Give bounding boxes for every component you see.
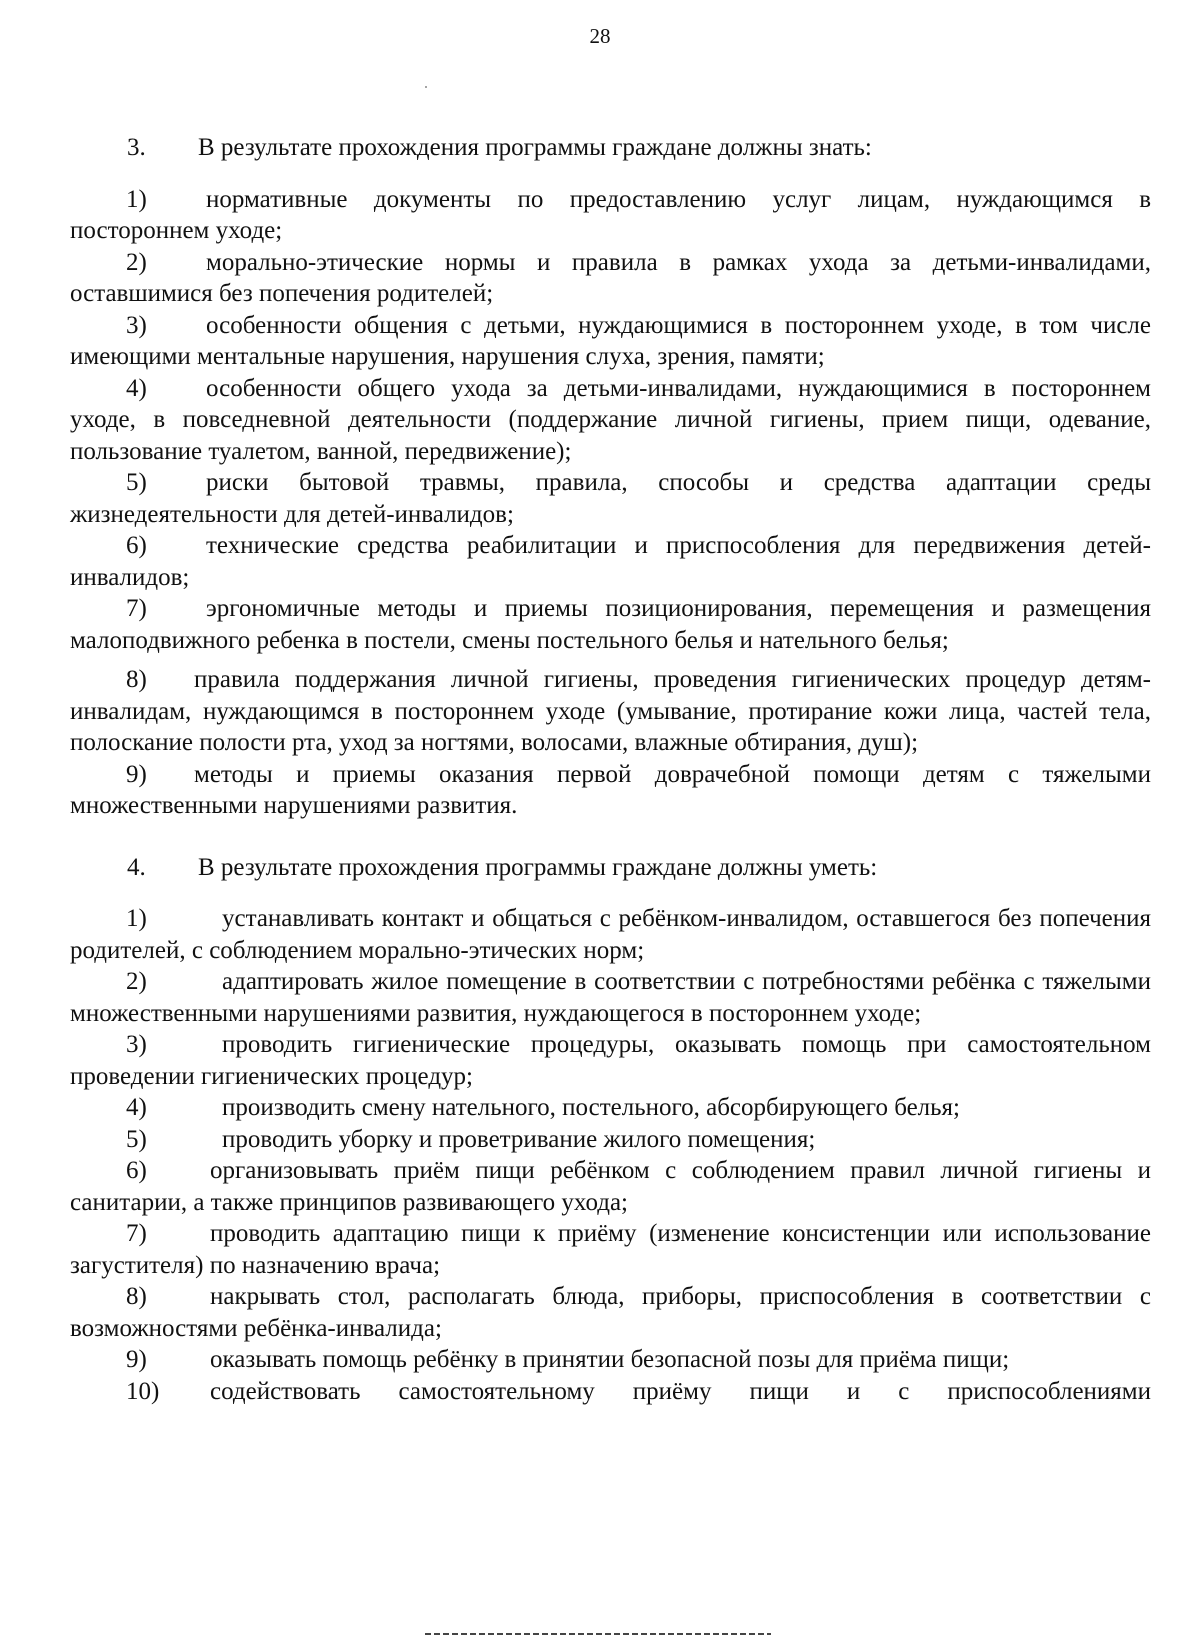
know-list (70, 184, 1151, 822)
list-item (70, 1344, 1151, 1376)
list-item (70, 1029, 1151, 1092)
list-item-text: особенности общего ухода за детьми-инвалидами, нуждающимися в постороннем уходе, в повседневной деятельности (поддержание личной гигиены, прием пищи, одевание, пользование туалетом, ванной, передвижение); (70, 374, 1151, 465)
section-skills-heading (70, 852, 1151, 884)
list-item-number: 1) (126, 185, 147, 213)
scan-speck (425, 86, 427, 88)
list-item-number: 5) (126, 469, 147, 496)
list-item-number: 9) (126, 760, 147, 788)
list-item-number: 4) (126, 374, 147, 402)
list-item-number: 1) (126, 905, 147, 932)
list-item (70, 759, 1151, 822)
list-item (70, 373, 1151, 468)
list-item-text: правила поддержания личной гигиены, проведения гигиенических процедур детям-инвалидам, нуждающимся в постороннем уходе (умывание, протирание кожи лица, частей тела, полоскание полости рта, уход за ногтями, волосами, влажные обтирания, душ); (70, 666, 1151, 756)
list-item-number: 8) (126, 1283, 147, 1310)
list-item-text: устанавливать контакт и общаться с ребёнком-инвалидом, оставшегося без попечения родителей, с соблюдением морально-этических норм; (70, 905, 1151, 964)
list-item-text: проводить адаптацию пищи к приёму (изменение консистенции или использование загустителя) по назначению врача; (70, 1220, 1151, 1279)
list-item-text: накрывать стол, располагать блюда, приборы, приспособления в соответствии с возможностями ребёнка-инвалида; (70, 1283, 1151, 1342)
section-skills-title: В результате прохождения программы граждане должны уметь: (198, 853, 878, 881)
list-item-text: адаптировать жилое помещение в соответствии с потребностями ребёнка с тяжелыми множественными нарушениями развития, нуждающегося в постороннем уходе; (70, 968, 1151, 1027)
list-item-text: организовывать приём пищи ребёнком с соблюдением правил личной гигиены и санитарии, а также принципов развивающего ухода; (70, 1157, 1151, 1216)
list-item (70, 1218, 1151, 1281)
list-item-text: особенности общения с детьми, нуждающимися в постороннем уходе, в том числе имеющими ментальные нарушения, нарушения слуха, зрения, памяти; (70, 311, 1151, 370)
list-item (70, 664, 1151, 759)
section-skills-number: 4. (127, 853, 146, 881)
list-item (70, 1092, 1151, 1124)
scan-edge-line (425, 1633, 771, 1635)
list-item-number: 3) (126, 1031, 147, 1058)
list-item (70, 530, 1151, 593)
list-item-number: 2) (126, 248, 147, 276)
list-item (70, 1155, 1151, 1218)
list-item-number: 7) (126, 1220, 147, 1247)
list-item-number: 6) (126, 1157, 147, 1184)
list-item-text: оказывать помощь ребёнку в принятии безопасной позы для приёма пищи; (210, 1346, 1010, 1373)
list-item (70, 310, 1151, 373)
list-item (70, 1376, 1151, 1408)
list-item-text: эргономичные методы и приемы позиционирования, перемещения и размещения малоподвижного ребенка в постели, смены постельного белья и нательного белья; (70, 595, 1151, 654)
list-item (70, 1124, 1151, 1156)
list-item-number: 8) (126, 666, 147, 693)
skills-list (70, 903, 1151, 1407)
list-item (70, 247, 1151, 310)
list-item-text: производить смену нательного, постельного, абсорбирующего белья; (222, 1094, 961, 1121)
list-item-number: 9) (126, 1346, 147, 1373)
list-item-text: риски бытовой травмы, правила, способы и средства адаптации среды жизнедеятельности для детей-инвалидов; (70, 469, 1151, 528)
list-item (70, 1281, 1151, 1344)
list-item-text: технические средства реабилитации и приспособления для передвижения детей-инвалидов; (70, 532, 1151, 591)
list-item (70, 467, 1151, 530)
list-item-number: 7) (126, 595, 147, 622)
section-know-number: 3. (127, 134, 146, 161)
list-item-number: 4) (126, 1094, 147, 1121)
list-item (70, 903, 1151, 966)
list-item-text: содействовать самостоятельному приёму пищи и с приспособлениями (210, 1377, 1151, 1405)
list-item-text: нормативные документы по предоставлению услуг лицам, нуждающимся в постороннем уходе; (70, 185, 1151, 244)
list-item (70, 966, 1151, 1029)
list-item (70, 184, 1151, 247)
section-know-title: В результате прохождения программы граждане должны знать: (198, 134, 872, 161)
list-item-text: проводить уборку и проветривание жилого помещения; (222, 1125, 816, 1153)
section-know-heading (70, 132, 1151, 164)
list-item (70, 593, 1151, 656)
list-item-text: морально-этические нормы и правила в рамках ухода за детьми-инвалидами, оставшимися без попечения родителей; (70, 248, 1151, 307)
list-item-number: 5) (126, 1125, 147, 1153)
section-spacer (70, 822, 1151, 852)
list-item-number: 6) (126, 532, 147, 559)
list-item-number: 2) (126, 968, 147, 995)
list-item-text: проводить гигиенические процедуры, оказывать помощь при самостоятельном проведении гигиенических процедур; (70, 1031, 1151, 1090)
page-number: 28 (589, 24, 611, 48)
page-content (70, 132, 1151, 1407)
list-item-number: 3) (126, 311, 147, 339)
list-item-number: 10) (126, 1377, 160, 1405)
list-item-text: методы и приемы оказания первой доврачебной помощи детям с тяжелыми множественными нарушениями развития. (70, 760, 1151, 819)
